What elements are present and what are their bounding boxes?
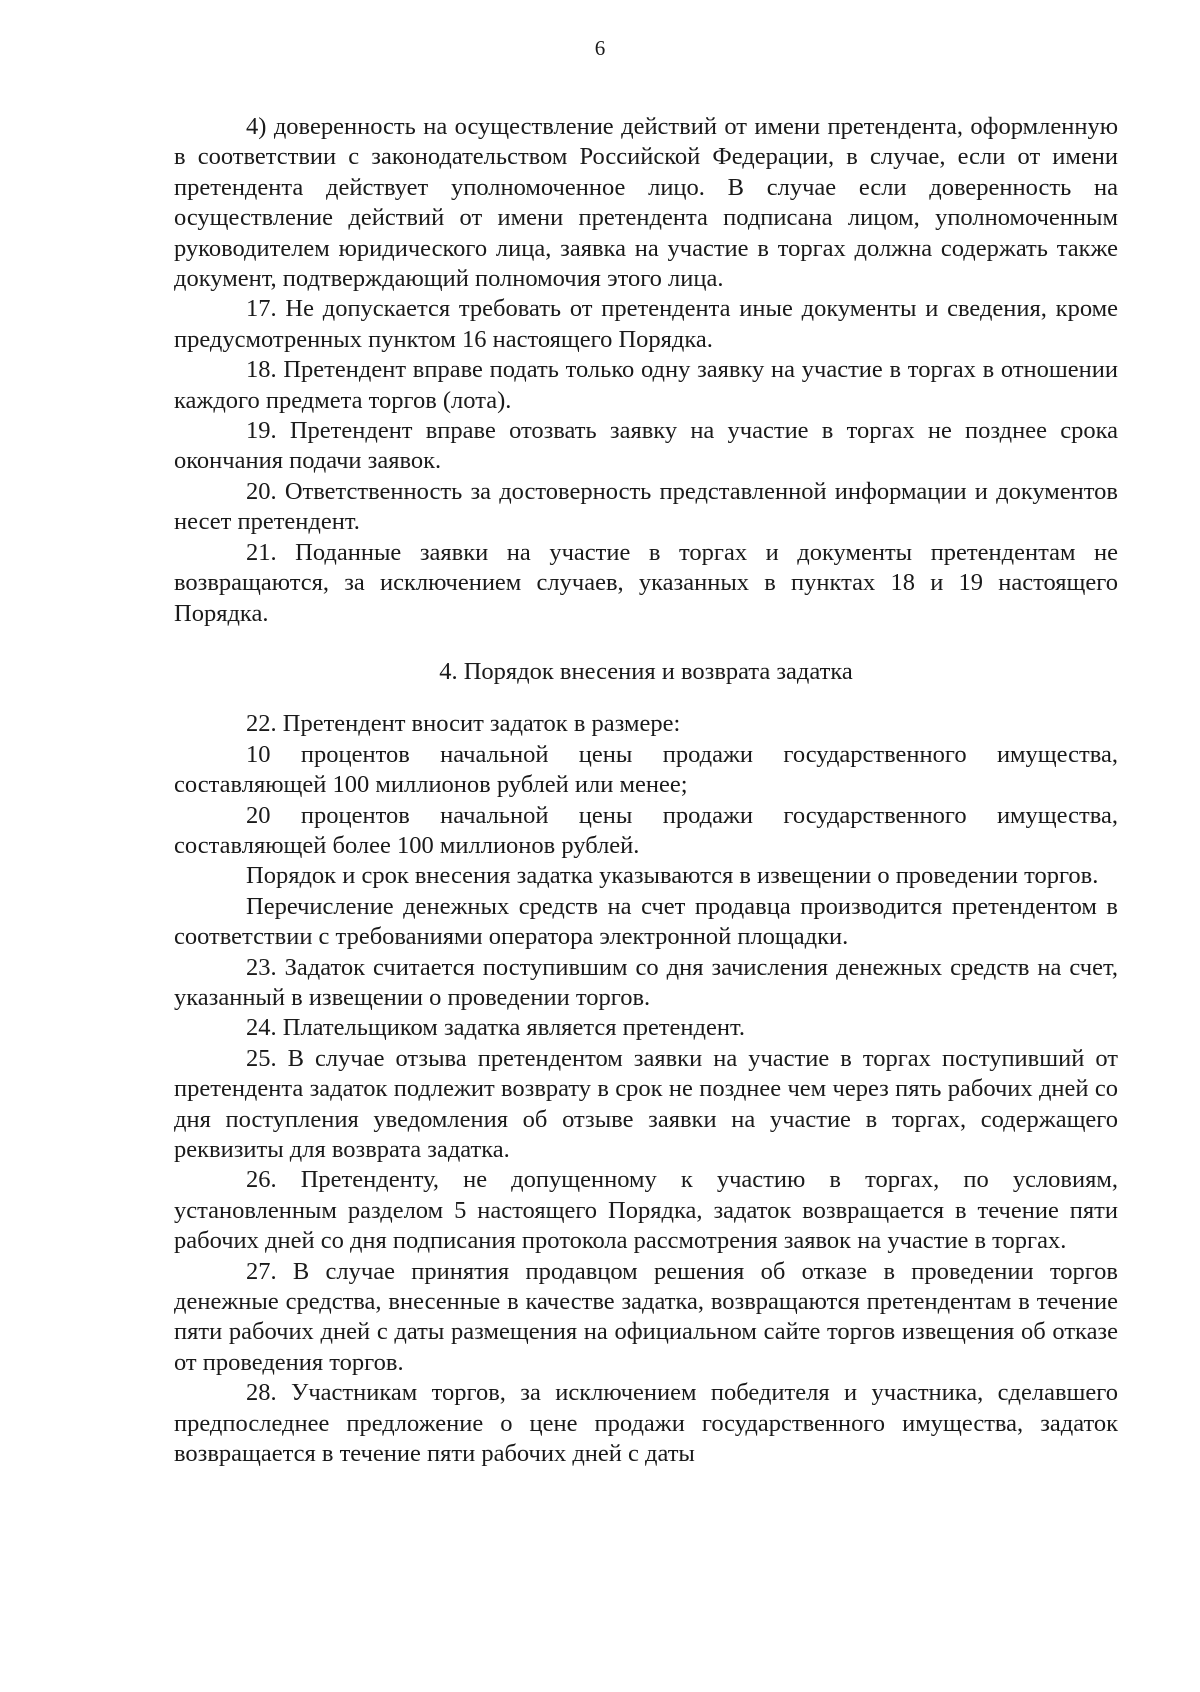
document-body [174,112,1118,1469]
paragraph-22-option-20: 20 процентов начальной цены продажи государственного имущества, составляющей более 100 миллионов рублей. [174,801,1118,859]
paragraph-item-4: 4) доверенность на осуществление действий от имени претендента, оформленную в соответствии с законодательством Российской Федерации, в случае, если от имени претендента действует уполномоченное лицо. В случае если доверенность на осуществление действий от имени претендента подписана лицом, уполномоченным руководителем юридического лица, заявка на участие в торгах должна содержать также документ, подтверждающий полномочия этого лица. [174,113,1118,293]
paragraph-fund-transfer: Перечисление денежных средств на счет продавца производится претендентом в соответствии с требованиями оператора электронной площадки. [174,892,1118,951]
paragraph-23: 23. Задаток считается поступившим со дня зачисления денежных средств на счет, указанный в извещении о проведении торгов. [174,953,1118,1011]
paragraph-28: 28. Участникам торгов, за исключением победителя и участника, сделавшего предпоследнее предложение о цене продажи государственного имущества, задаток возвращается в течение пяти рабочих дней с даты [174,1379,1118,1468]
paragraph-22: 22. Претендент вносит задаток в размере: [246,710,681,738]
paragraph-25: 25. В случае отзыва претендентом заявки на участие в торгах поступивший от претендента задаток подлежит возврату в срок не позднее чем через пять рабочих дней со дня поступления уведомления об отзыве заявки на участие в торгах, содержащего реквизиты для возврата задатка. [174,1044,1118,1163]
paragraph-deposit-procedure: Порядок и срок внесения задатка указываются в извещении о проведении торгов. [246,862,1099,890]
paragraph-26: 26. Претенденту, не допущенному к участию в торгах, по условиям, установленным разделом 5 настоящего Порядка, задаток возвращается в течение пяти рабочих дней со дня подписания протокола рассмотрения заявок на участие в торгах. [174,1166,1118,1255]
paragraph-27: 27. В случае принятия продавцом решения об отказе в проведении торгов денежные средства, внесенные в качестве задатка, возвращаются претендентам в течение пяти рабочих дней с даты размещения на официальном сайте торгов извещения об отказе от проведения торгов. [174,1257,1118,1376]
paragraph-20: 20. Ответственность за достоверность представленной информации и документов несет претендент. [174,477,1118,536]
paragraph-22-option-10: 10 процентов начальной цены продажи государственного имущества, составляющей 100 миллионов рублей или менее; [174,740,1118,799]
page-number: 6 [594,36,606,60]
paragraph-17: 17. Не допускается требовать от претендента иные документы и сведения, кроме предусмотренных пунктом 16 настоящего Порядка. [174,295,1118,353]
section-heading: 4. Порядок внесения и возврата задатка [439,657,853,685]
paragraph-24: 24. Плательщиком задатка является претендент. [246,1014,745,1042]
paragraph-21: 21. Поданные заявки на участие в торгах и документы претендентам не возвращаются, за исключением случаев, указанных в пунктах 18 и 19 настоящего Порядка. [174,538,1118,627]
paragraph-19: 19. Претендент вправе отозвать заявку на участие в торгах не позднее срока окончания подачи заявок. [174,417,1118,475]
paragraph-18: 18. Претендент вправе подать только одну заявку на участие в торгах в отношении каждого предмета торгов (лота). [174,356,1118,414]
